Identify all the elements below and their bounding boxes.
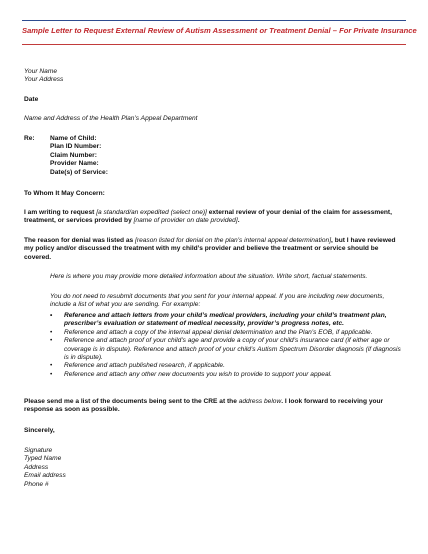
address-reference: address below bbox=[238, 398, 282, 405]
re-fields bbox=[50, 135, 108, 177]
signoff: Sincerely, bbox=[24, 427, 55, 434]
note-details: Here is where you may provide more detailed information about the situation. Write short, factual statements. bbox=[50, 273, 368, 280]
letter-title: Sample Letter to Request External Review of Autism Assessment or Treatment Denial – For Private Insurance bbox=[22, 26, 417, 35]
header-rule-bottom bbox=[22, 44, 406, 45]
paragraph-request-text: . bbox=[237, 217, 240, 225]
re-field: Provider Name: bbox=[50, 160, 99, 168]
closing-text: . I look forward to receiving your response as soon as possible. bbox=[24, 398, 384, 414]
paragraph-closing bbox=[24, 398, 406, 415]
expedite-option: [a standard/an expedited (select one)] bbox=[96, 209, 207, 216]
provider-placeholder: [name of provider on date provided] bbox=[133, 217, 238, 225]
sender-name: Your Name bbox=[24, 68, 57, 75]
typed-name-line: Typed Name bbox=[24, 455, 62, 463]
list-item: • Reference and attach published research, if applicable. bbox=[50, 362, 225, 370]
date-line: Date bbox=[24, 96, 39, 103]
list-item: • Reference and attach a copy of the internal appeal denial determination and the Plan’s EOB, if applicable. bbox=[50, 328, 373, 336]
paragraph-request bbox=[24, 209, 406, 226]
note-documents: You do not need to resubmit documents that you sent for your internal appeal. If you are including new documents, include a list of what you are sending. For example: bbox=[50, 293, 385, 309]
sender-block bbox=[24, 68, 406, 85]
re-field: Claim Number: bbox=[50, 151, 97, 159]
paragraph-request-text: external review of your denial of the claim for assessment, treatment, or services provided by bbox=[24, 209, 392, 225]
re-label: Re: bbox=[24, 135, 35, 142]
paragraph-denial-text: The reason for denial was listed as bbox=[24, 237, 136, 244]
email-line: Email address bbox=[24, 472, 66, 480]
recipient-line: Name and Address of the Health Plan’s Appeal Department bbox=[24, 115, 198, 122]
paragraph-request-text: I am writing to request bbox=[24, 209, 97, 216]
address-line: Address bbox=[24, 463, 49, 471]
salutation: To Whom It May Concern: bbox=[24, 190, 105, 197]
reason-placeholder: [reason listed for denial on the plan’s internal appeal determination] bbox=[135, 237, 332, 244]
phone-line: Phone # bbox=[24, 480, 49, 488]
re-field: Plan ID Number: bbox=[50, 143, 102, 151]
re-field: Name of Child: bbox=[50, 135, 97, 142]
closing-text: Please send me a list of the documents being sent to the CRE at the bbox=[24, 398, 239, 405]
document-bullet-list bbox=[50, 312, 404, 379]
signature-block bbox=[24, 447, 406, 489]
paragraph-denial-text: , but I have reviewed my policy and/or discussed the treatment with my child’s provider and believe the treatment or service should be covered. bbox=[24, 237, 396, 261]
paragraph-denial-reason bbox=[24, 237, 406, 262]
re-field: Date(s) of Service: bbox=[50, 168, 108, 176]
signature-line: Signature bbox=[24, 447, 53, 454]
sender-address: Your Address bbox=[24, 76, 64, 84]
list-item: • Reference and attach any other new documents you wish to provide to support your appeal. bbox=[50, 370, 332, 378]
list-item: • Reference and attach proof of your child’s age and provide a copy of your child’s insurance card (if either age or coverage is in dispute). Reference and attach proof of your child’s Autism Spectrum Disorder diagnosis (if diagnosis is in dispute). bbox=[50, 337, 401, 362]
list-item: • Reference and attach letters from your child’s medical providers, including your child’s treatment plan, prescriber’s evaluation or statement of medical necessity, provider’s progress notes, etc. bbox=[50, 312, 387, 328]
header-rule-top bbox=[22, 20, 406, 21]
